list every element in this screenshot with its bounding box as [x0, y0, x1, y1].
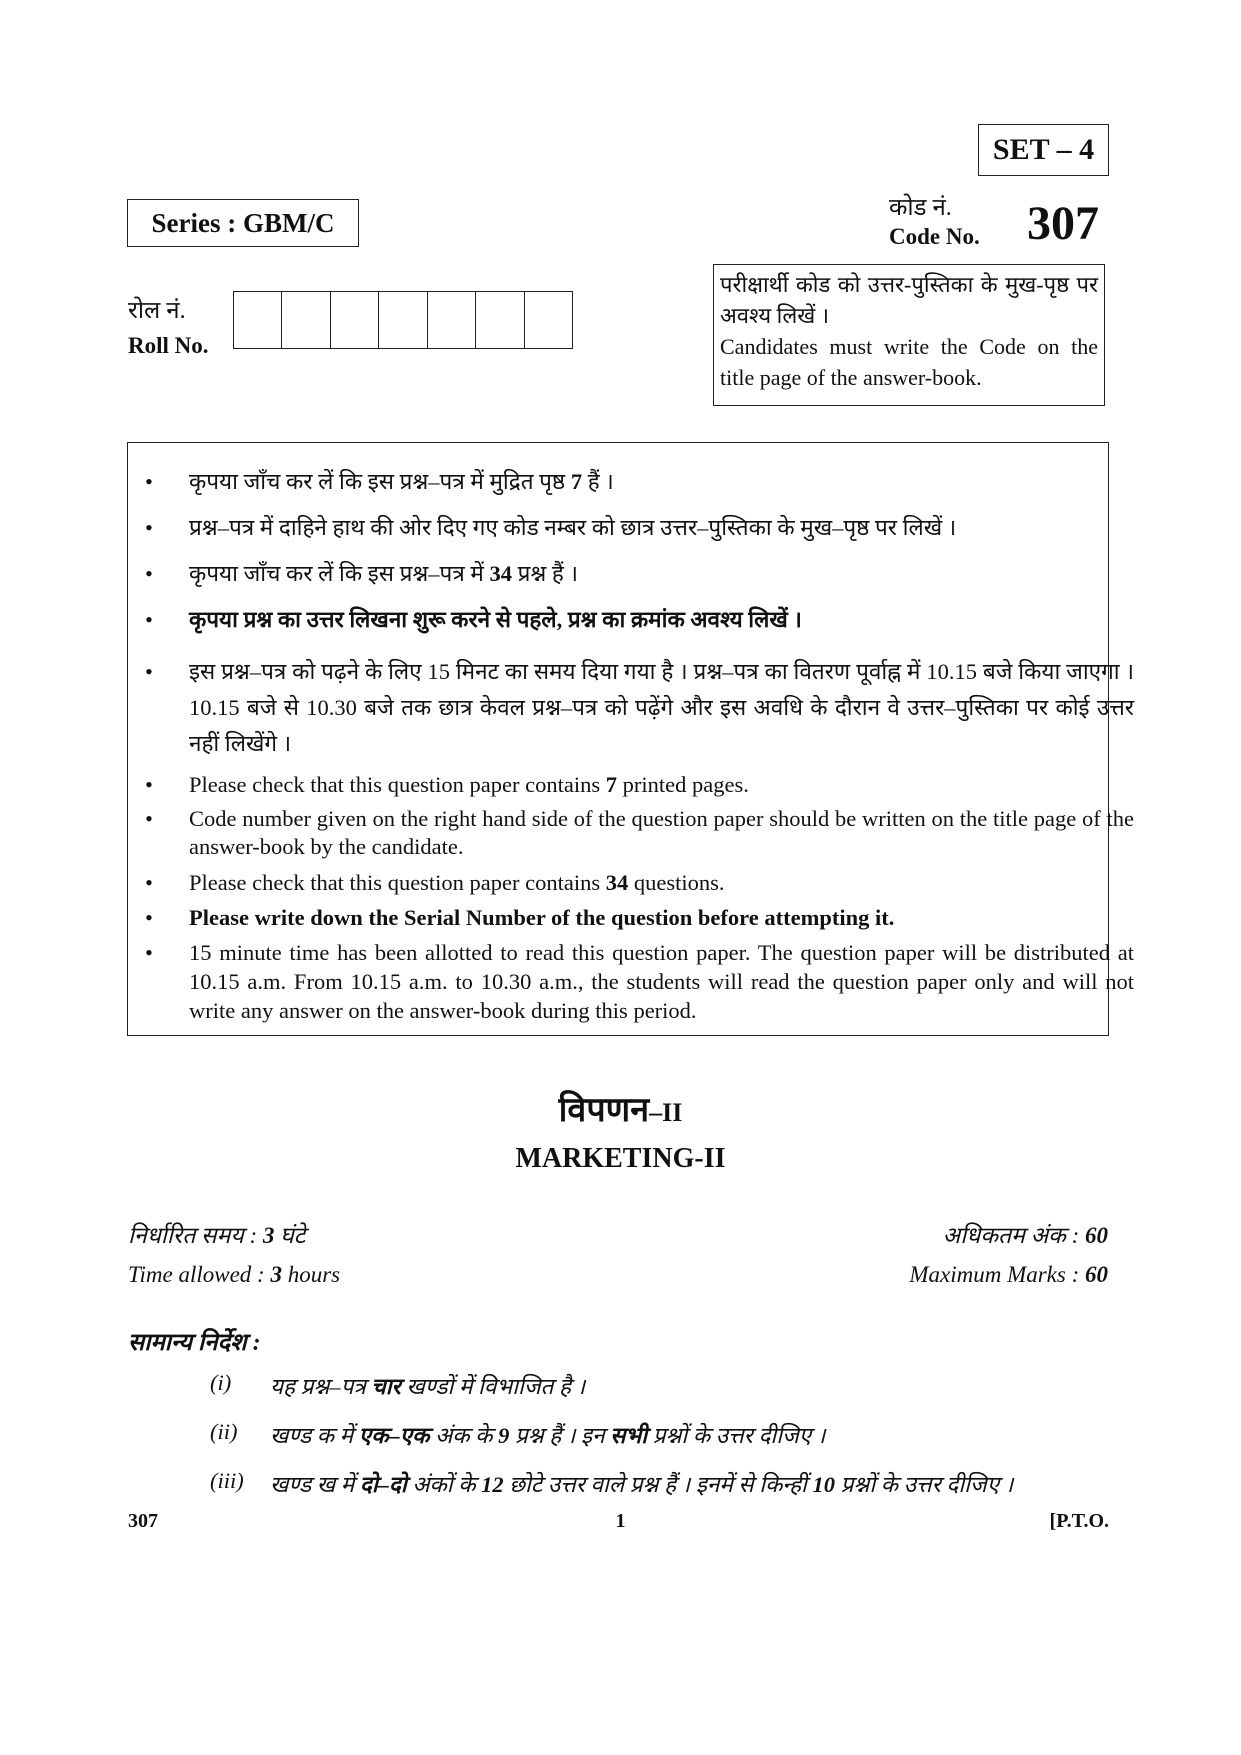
instruction-text: प्रश्न–पत्र में दाहिने हाथ की ओर दिए गए कोड नम्बर को छात्र उत्तर–पुस्तिका के मुख–पृष्ठ पर लिखें ।	[189, 515, 957, 540]
time-english-label: Time allowed :	[128, 1262, 271, 1287]
roll-label-english: Roll No.	[128, 333, 209, 358]
general-instruction-number: (iii)	[210, 1468, 244, 1493]
instruction-text: कृपया जाँच कर लें कि इस प्रश्न–पत्र में मुद्रित पृष्ठ 7 हैं ।	[189, 469, 614, 494]
general-instruction-emphasis: एक–एक	[358, 1423, 430, 1448]
instruction-text: इस प्रश्न–पत्र को पढ़ने के लिए 15 मिनट का समय दिया गया है । प्रश्न–पत्र का वितरण पूर्वाह्न में 10.15 बजे किया जाएगा । 10.15 बजे से 10.30 बजे तक छात्र केवल प्रश्न–पत्र को पढ़ेंगे और इस अवधि के दौरान वे उत्तर–पुस्तिका पर कोई उत्तर नहीं लिखेंगे ।	[189, 659, 1134, 756]
max-marks-hindi	[943, 1218, 1108, 1250]
code-label-hindi: कोड नं.	[889, 195, 952, 221]
bullet-icon: •	[145, 870, 153, 895]
general-instruction-emphasis: चार	[371, 1374, 401, 1399]
candidate-note-hindi: परीक्षार्थी कोड को उत्तर-पुस्तिका के मुख-पृष्ठ पर अवश्य लिखें ।	[720, 272, 1098, 328]
marks-english-label: Maximum Marks :	[909, 1262, 1085, 1287]
bullet-icon: •	[145, 607, 153, 632]
candidate-note-english: Candidates must write the Code on the title page of the answer-book.	[720, 334, 1098, 390]
max-marks-english	[909, 1262, 1108, 1288]
instruction-emphasis: 34	[489, 561, 512, 586]
instruction-emphasis: 7	[570, 469, 583, 494]
time-allowed-hindi	[128, 1218, 305, 1250]
roll-label-hindi: रोल नं.	[128, 298, 186, 324]
bullet-icon: •	[145, 469, 153, 494]
subject-title-hindi-main: विपणन	[558, 1092, 650, 1129]
general-instruction-number: (i)	[210, 1370, 232, 1395]
roll-number-box[interactable]	[234, 292, 282, 348]
instruction-text: Please check that this question paper contains 34 questions.	[189, 870, 725, 895]
bullet-icon: •	[145, 806, 153, 831]
pto-label: [P.T.O.	[1049, 1510, 1109, 1532]
set-label: SET – 4	[978, 124, 1109, 176]
page-number: 1	[615, 1510, 626, 1532]
instruction-emphasis: 34	[605, 870, 629, 895]
code-number: 307	[1027, 197, 1099, 250]
bullet-icon: •	[145, 515, 153, 540]
time-english-value: 3	[270, 1262, 282, 1287]
general-instruction-text: यह प्रश्न–पत्र चार खण्डों में विभाजित है ।	[270, 1374, 586, 1399]
general-instruction-text: खण्ड ख में दो–दो अंकों के 12 छोटे उत्तर वाले प्रश्न हैं । इनमें से किन्हीं 10 प्रश्नों के उत्तर दीजिए ।	[270, 1472, 1014, 1497]
series-label: Series : GBM/C	[127, 199, 359, 247]
instruction-text: Code number given on the right hand side of the question paper should be written on the title page of the answer-book by the candidate.	[189, 806, 1134, 859]
instruction-emphasis: 7	[605, 772, 618, 797]
roll-number-box[interactable]	[379, 292, 427, 348]
instruction-text	[189, 604, 1134, 636]
general-instructions-heading: सामान्य निर्देश :	[128, 1330, 261, 1356]
bullet-icon: •	[145, 561, 153, 586]
marks-hindi-label: अधिकतम अंक :	[942, 1223, 1085, 1248]
instruction-text: कृपया जाँच कर लें कि इस प्रश्न–पत्र में 34 प्रश्न हैं ।	[189, 561, 579, 586]
roll-number-box[interactable]	[476, 292, 524, 348]
time-hindi-value: 3	[262, 1223, 275, 1248]
subject-title-english: MARKETING-II	[515, 1143, 726, 1174]
instruction-text: 15 minute time has been allotted to read this question paper. The question paper will be distributed at 10.15 a.m. From 10.15 a.m. to 10.30 a.m., the students will read the question paper only and will not write any answer on the answer-book during this period.	[189, 940, 1134, 1023]
time-hindi-unit: घंटे	[274, 1223, 306, 1248]
roll-number-boxes[interactable]	[233, 291, 573, 349]
roll-number-box[interactable]	[282, 292, 330, 348]
instruction-emphasis: कृपया प्रश्न का उत्तर लिखना शुरू करने से पहले, प्रश्न का क्रमांक अवश्य लिखें ।	[189, 607, 802, 632]
subject-title-hindi-suffix: –II	[649, 1098, 683, 1127]
general-instruction-text: खण्ड क में एक–एक अंक के 9 प्रश्न हैं । इन सभी प्रश्नों के उत्तर दीजिए ।	[270, 1423, 826, 1448]
general-instruction-emphasis: सभी	[610, 1423, 648, 1448]
general-instruction-number: (ii)	[210, 1419, 238, 1444]
instruction-emphasis: Please write down the Serial Number of the question before attempting it.	[189, 905, 895, 930]
marks-hindi-value: 60	[1085, 1223, 1108, 1248]
general-instruction-emphasis: 12	[481, 1472, 504, 1497]
bullet-icon: •	[145, 940, 153, 965]
roll-number-box[interactable]	[331, 292, 379, 348]
roll-number-box[interactable]	[428, 292, 476, 348]
instruction-text	[189, 903, 1134, 933]
time-hindi-label: निर्धारित समय :	[128, 1223, 263, 1248]
bullet-icon: •	[145, 905, 153, 930]
general-instruction-emphasis: दो–दो	[359, 1472, 407, 1497]
footer-code: 307	[128, 1510, 158, 1532]
bullet-icon: •	[145, 659, 153, 684]
bullet-icon: •	[145, 772, 153, 797]
marks-english-value: 60	[1085, 1262, 1108, 1287]
subject-title-hindi	[0, 1085, 1241, 1131]
general-instruction-emphasis: 9	[498, 1423, 510, 1448]
instruction-text: Please check that this question paper contains 7 printed pages.	[189, 772, 749, 797]
time-allowed-english	[128, 1262, 340, 1288]
time-english-unit: hours	[281, 1262, 341, 1287]
general-instruction-emphasis: 10	[812, 1472, 835, 1497]
candidate-note-box	[713, 264, 1105, 406]
code-label-english: Code No.	[889, 224, 980, 249]
roll-number-box[interactable]	[525, 292, 572, 348]
